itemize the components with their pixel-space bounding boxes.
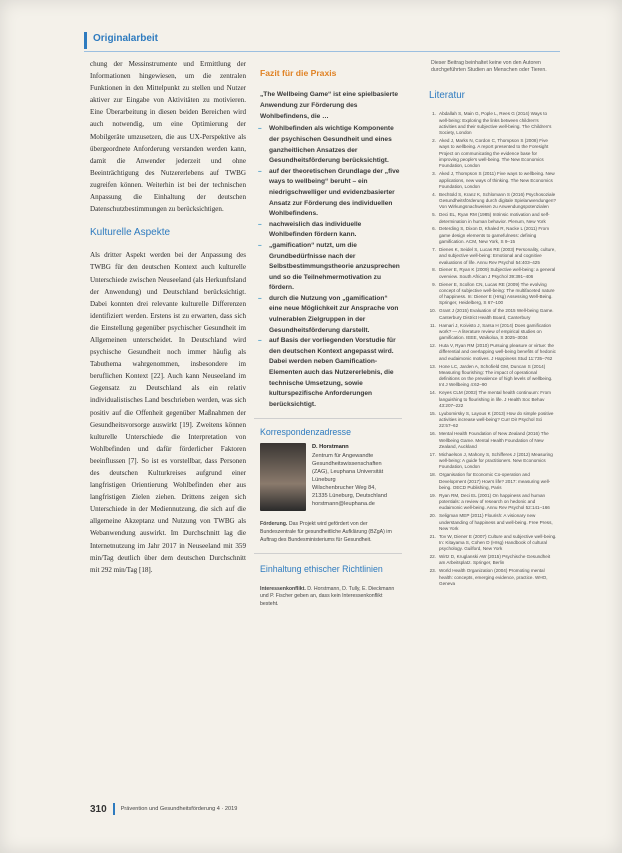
correspondence-block bbox=[260, 443, 402, 511]
reference-item bbox=[425, 411, 557, 430]
reference-number: 13. bbox=[429, 363, 436, 369]
reference-text: Tov W, Diener E (2007) Culture and subjective well-being. In: Kitayama S, Cohen D (Hrsg) Handbook of cultural psychology. Guilford, New York bbox=[439, 533, 557, 552]
correspondence-heading: Korrespondenzadresse bbox=[260, 427, 351, 438]
funding-note bbox=[260, 521, 402, 544]
reference-number: 14. bbox=[429, 390, 436, 396]
address-line: Zentrum für Angewandte bbox=[312, 452, 374, 459]
reference-item bbox=[425, 568, 557, 587]
reference-item bbox=[425, 390, 557, 409]
correspondence-address bbox=[312, 443, 387, 511]
reference-text: Aked J, Marks N, Cordon C, Thompson S (2008) Five ways to wellbeing. A report presented to the Foresight Project on communicating the evidence base for improving people's well-being. The New Economics Foundation, London bbox=[439, 138, 549, 169]
reference-number: 10. bbox=[429, 308, 436, 314]
divider bbox=[254, 553, 402, 554]
reference-number: 18. bbox=[429, 472, 436, 478]
reference-number: 3. bbox=[432, 171, 436, 177]
section-label: Originalarbeit bbox=[93, 33, 159, 44]
fazit-list bbox=[258, 124, 402, 410]
section-heading: Kulturelle Aspekte bbox=[90, 227, 171, 239]
reference-item bbox=[425, 111, 557, 136]
reference-number: 21. bbox=[429, 533, 436, 539]
reference-text: Deterding S, Dixon D, Khaled R, Nacke L (2011) From game design elements to gamefulness: defining gamification. ACM, New York, S 9–15 bbox=[439, 226, 550, 245]
address-line: 21335 Lüneburg, Deutschland bbox=[312, 492, 387, 499]
dash-icon: – bbox=[258, 294, 262, 302]
journal-name: Prävention und Gesundheitsförderung 4 · 2019 bbox=[120, 806, 238, 812]
reference-number: 17. bbox=[429, 451, 436, 457]
reference-number: 20. bbox=[429, 513, 436, 519]
reference-number: 8. bbox=[432, 267, 436, 273]
conflict-text: D. Horstmann, D. Tully, E. Dieckmann und P. Fischer geben an, dass kein Interessenkonflikt besteht. bbox=[260, 585, 395, 608]
reference-text: Lyubomirsky S, Layous K (2013) How do simple positive activities increase well-being? Curr Dir Psychol Sci 22:57–62 bbox=[439, 410, 554, 429]
reference-text: Diener E, Scollon CN, Lucas RE (2009) The evolving concept of subjective well-being: The multifaceted nature of happiness. In: Diener E (Hrsg) Assessing Well-Being. Springer, Heidelberg, S 67–100 bbox=[439, 281, 555, 306]
footer-divider bbox=[113, 803, 115, 815]
body-paragraph: Als dritter Aspekt werden bei der Anpassung des TWBG für den deutschen Kontext auch kulturelle Unterschiede zwischen Neuseeland (als Herkunftsland der Anwendung) und Deutschland berücksichtigt. Dabei konnten drei relevante kulturelle Differenzen identifiziert werden. Erstens ist zu erwarten, dass sich die Einstellung gegenüber psychischer Gesundheit im Allgemeinen unterscheidet. In Deutschland wird psychische Gesundheit noch immer häufig als Tabuthema wahrgenommen, insbesondere im beruflichen Kontext [22]. Auch kann Neuseeland im Gegensatz zu Deutschland als ein relativ individualistisches Land beschrieben werden, was sich positiv auf die Offenheit gegenüber Maßnahmen der Gesundheitsvorsorge auswirkt [19]. Zweitens können kulturelle Unterschiede die Interpretation von Wohlbefinden und dafür förderlicher Faktoren beeinflussen [7]. So ist es vorstellbar, dass Personen des deutschen Kulturkreises aufgrund einer langfristigen Orientierung Wohlbefinden eher aus langfristigen Zielen ziehen. Drittens zeigen sich Unterschiede in der Mediennutzung, die sich auf die allgemeine Akzeptanz und Nutzung von TWBG als Webanwendung auswirkt. Im Durchschnitt lag die Internetnutzung im Jahr 2017 in Neuseeland mit 359 min/Tag deutlich über dem deutschen Durchschnitt mit 292 min/Tag [18]. bbox=[90, 251, 246, 574]
fazit-item: – auf der theoretischen Grundlage der „five ways to wellbeing“ beruht – ein niedrigschwelliger und evidenzbasierter Ansatz zur Förderung des individuellen Wohlbefindens. bbox=[258, 167, 400, 218]
reference-text: Hamari J, Koivisto J, Sarsa H (2014) Does gamification work? — A literature review of empirical studies on gamification. IEEE, Waikoloa, S 3025–3034 bbox=[439, 322, 552, 341]
reference-text: Organisation for Economic Co-operation and Development (2017) How's life? 2017: measuring well-being. OECD Publishing, Paris bbox=[439, 472, 551, 490]
funding-text: Das Projekt wird gefördert von der Bundeszentrale für gesundheitliche Aufklärung (BZgA) im Auftrag des Bundesministeriums für Gesundheit. bbox=[260, 521, 392, 543]
reference-item bbox=[425, 308, 557, 321]
reference-item bbox=[425, 554, 557, 567]
reference-number: 6. bbox=[432, 226, 436, 232]
reference-text: Diener E, Ryan K (2009) Subjective well-being: a general overview. South African J Psychol 39:391–406 bbox=[439, 267, 556, 279]
reference-number: 7. bbox=[432, 246, 436, 252]
reference-item bbox=[425, 282, 557, 307]
reference-text: Abdallah S, Main G, Pople L, Rees G (2014) Ways to well-being: Exploring the links between children's activities and their subjective well-being. The Children's Society, London bbox=[439, 111, 552, 136]
reference-number: 15. bbox=[429, 410, 436, 416]
reference-item bbox=[425, 493, 557, 512]
reference-text: Mental Health Foundation of New Zealand (2016) The Wellbeing Game. Mental Health Foundation of New Zealand, Auckland bbox=[439, 431, 549, 449]
sidebar-column-middle bbox=[254, 58, 402, 609]
body-column-left bbox=[90, 58, 246, 576]
reference-item bbox=[425, 452, 557, 471]
reference-item bbox=[425, 171, 557, 190]
reference-item bbox=[425, 364, 557, 389]
reference-item bbox=[425, 226, 557, 245]
reference-number: 5. bbox=[432, 212, 436, 218]
conflict-label: Interessenkonflikt. bbox=[260, 585, 306, 592]
reference-number: 16. bbox=[429, 431, 436, 437]
author-name: D. Horstmann bbox=[312, 444, 349, 451]
funding-label: Förderung. bbox=[260, 521, 288, 528]
page-number: 310 bbox=[90, 803, 107, 815]
reference-item bbox=[425, 534, 557, 553]
literature-heading: Literatur bbox=[429, 90, 465, 102]
address-line: Wilschenbrucher Weg 84, bbox=[312, 484, 376, 491]
reference-item bbox=[425, 267, 557, 280]
dash-icon: – bbox=[258, 220, 262, 228]
fazit-heading: Fazit für die Praxis bbox=[260, 68, 337, 78]
address-line: Lüneburg bbox=[312, 476, 336, 483]
reference-text: Wirtz D, Kruglanski AW (2015) Psychische Gesundheit am Arbeitsplatz. Springer, Berlin bbox=[439, 554, 551, 566]
reference-text: Bechtold S, Kranz K, Schlomann S (2016) Psychosoziale Gesundheitsförderung durch digitale Spielanwendungen? Von Wirkungsnachweisen zu Anwendungspotenzialen bbox=[439, 191, 556, 210]
reference-number: 23. bbox=[429, 568, 436, 574]
body-paragraph: chung der Messinstrumente und Ermittlung der Informationen hingewiesen, um die zentralen Funktionen in den Mittelpunkt zu stellen und Nutzer aktiver zur Eingabe von Aktivitäten zu motivieren. Eine Überarbeitung in diesen beiden Bereichen wird auch notwendig, um eine Optimierung der Mobilgeräte umzusetzen, die aus UX-Perspektive als übergeordnete Anforderung verstanden werden kann, damit die Anwender jederzeit und ohne Beeinträchtigung des Nutzererlebens auf TWBG zugreifen können. Weiterhin ist bei der technischen Anpassung die Einhaltung der deutschen Datenschutzbestimmungen zu berücksichtigen. bbox=[90, 60, 246, 214]
address-line: Gesundheitswissenschaften bbox=[312, 460, 382, 467]
reference-text: Dienes K, Seidel S, Lucas RE (2003) Personality, culture, and subjective well-being: Emotional and cognitive evaluations of life. Annu Rev Psychol 54:403–425 bbox=[439, 246, 556, 265]
ethics-note: Dieser Beitrag beinhaltet keine von den Autoren durchgeführten Studien an Menschen oder Tieren. bbox=[431, 60, 547, 74]
fazit-item: – nachweislich das individuelle Wohlbefinden fördern kann. bbox=[258, 220, 362, 239]
reference-text: Hone LC, Jarden A, Schofield GM, Duncan S (2014) Measuring flourishing: The impact of operational definitions on the prevalence of high levels of wellbeing. Int J Wellbeing 4:62–90 bbox=[439, 363, 553, 388]
reference-text: Grant J (2015) Evaluation of the 2015 Well-being Game. Canterbury District Health Board, Canterbury bbox=[439, 308, 554, 320]
reference-text: World Health Organization (2004) Promoting mental health: concepts, emerging evidence, practice. WHO, Geneva bbox=[439, 568, 548, 586]
reference-number: 11. bbox=[429, 322, 436, 328]
reference-number: 2. bbox=[432, 138, 436, 144]
reference-text: Ryan RM, Deci EL (2001) On happiness and human potentials: a review of research on hedonic and eudaimonic well-being. Annu Rev Psychol 52:141–166 bbox=[439, 492, 550, 511]
reference-item bbox=[425, 247, 557, 266]
reference-item bbox=[425, 323, 557, 342]
conflict-of-interest bbox=[260, 586, 402, 609]
dash-icon: – bbox=[258, 167, 262, 175]
fazit-item: – „gamification“ nutzt, um die Grundbedürfnisse nach der Selbstbestimmungstheorie anzusprechen und so die Teilnehmermotivation zu fördern. bbox=[258, 241, 400, 292]
dash-icon: – bbox=[258, 337, 262, 345]
email-address: horstmann@leuphana.de bbox=[312, 501, 375, 508]
reference-item bbox=[425, 513, 557, 532]
reference-text: Seligman MEP (2011) Flourish: A visionary new understanding of happiness and well-being. Free Press, New York bbox=[439, 513, 553, 531]
reference-item bbox=[425, 212, 557, 225]
reference-number: 22. bbox=[429, 554, 436, 560]
reference-list bbox=[425, 111, 557, 587]
section-header bbox=[84, 32, 257, 49]
reference-item bbox=[425, 192, 557, 211]
reference-text: Aked J, Thompson S (2011) Five ways to wellbeing. New applications, new ways of thinking. The New Economics Foundation, London bbox=[439, 171, 555, 189]
reference-number: 19. bbox=[429, 492, 436, 498]
reference-text: Keyes CLM (2002) The mental health continuum: From languishing to flourishing in life. J Health Soc Behav 43:207–222 bbox=[439, 390, 552, 408]
page-footer bbox=[90, 803, 237, 815]
reference-text: Huta V, Ryan RM (2010) Pursuing pleasure or virtue: the differential and overlapping well-being benefits of hedonic and eudaimonic motives. J Happiness Stud 11:735–762 bbox=[439, 343, 556, 361]
fazit-item: – auf Basis der vorliegenden Vorstudie für den deutschen Kontext angepasst wird. Dabei werden neben Gamification-Elementen auch das Nutzererlebnis, die technische Umsetzung, sowie kulturspezifische Anforderungen berücksichtigt. bbox=[258, 337, 396, 408]
reference-text: Michaelson J, Mahony S, Schifferes J (2012) Measuring well-being: A guide for practitioners. New Economics Foundation, London bbox=[439, 451, 553, 470]
fazit-intro: „The Wellbeing Game“ ist eine spielbasierte Anwendung zur Förderung des Wohlbefindens, die … bbox=[260, 91, 399, 120]
reference-item bbox=[425, 343, 557, 362]
divider bbox=[254, 418, 402, 419]
dash-icon: – bbox=[258, 125, 262, 133]
reference-number: 9. bbox=[432, 281, 436, 287]
author-photo bbox=[260, 443, 306, 511]
reference-item bbox=[425, 138, 557, 169]
address-line: (ZAG), Leuphana Universität bbox=[312, 468, 384, 475]
ethics-heading: Einhaltung ethischer Richtlinien bbox=[260, 563, 383, 574]
reference-item bbox=[425, 472, 557, 491]
reference-text: Deci EL, Ryan RM (1985) Intrinsic motivation and self-determination in human behavior. Plenum, New York bbox=[439, 212, 550, 224]
dash-icon: – bbox=[258, 241, 262, 249]
reference-number: 1. bbox=[432, 111, 436, 117]
reference-item bbox=[425, 431, 557, 450]
header-rule bbox=[84, 51, 560, 52]
fazit-item: – durch die Nutzung von „gamification“ eine neue Möglichkeit zur Ansprache von vulnerablen Zielgruppen in der Gesundheitsförderung darstellt. bbox=[258, 294, 399, 334]
reference-number: 12. bbox=[429, 343, 436, 349]
reference-number: 4. bbox=[432, 191, 436, 197]
literature-column bbox=[425, 60, 557, 589]
fazit-item: – Wohlbefinden als wichtige Komponente der psychischen Gesundheit und eines ganzheitlichen Ansatzes der Gesundheitsförderung berücksichtigt. bbox=[258, 125, 394, 165]
